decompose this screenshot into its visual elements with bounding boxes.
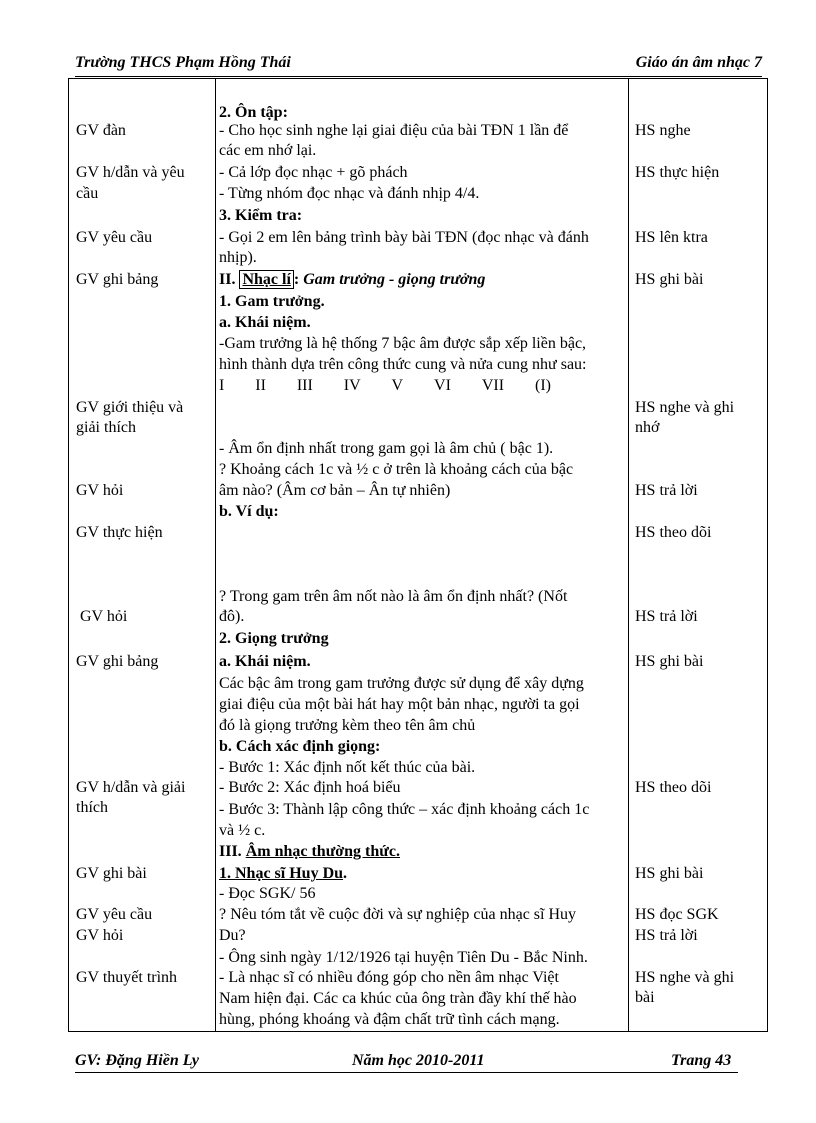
student-action: nhớ xyxy=(635,419,660,436)
degree-label: III xyxy=(296,377,313,394)
nhac-li-label: Nhạc lí xyxy=(239,270,293,289)
content-line: - Cả lớp đọc nhạc + gõ phách xyxy=(219,164,408,181)
page-header xyxy=(75,54,762,77)
teacher-action: GV đàn xyxy=(76,122,126,139)
subsection-nhac-si xyxy=(219,864,347,884)
content-line: Các bậc âm trong gam trưởng được sử dụng để xây dựng xyxy=(219,675,584,692)
degree-label: II xyxy=(255,377,266,394)
student-action: bài xyxy=(635,989,655,1006)
lesson-table xyxy=(68,78,768,1032)
section-am-nhac xyxy=(219,842,400,862)
content-line: - Là nhạc sĩ có nhiều đóng góp cho nền âm nhạc Việt xyxy=(219,969,559,986)
content-line: ? Trong gam trên âm nốt nào là âm ổn định nhất? (Nốt xyxy=(219,588,568,605)
am-nhac-title: Âm nhạc thường thức. xyxy=(245,843,400,860)
content-line: - Bước 2: Xác định hoá biểu xyxy=(219,779,401,796)
content-line: - Gọi 2 em lên bảng trình bày bài TĐN (đọc nhạc và đánh xyxy=(219,229,589,246)
student-action: HS lên ktra xyxy=(635,229,708,246)
teacher-action: GV ghi bảng xyxy=(76,271,159,288)
teacher-action: GV hỏi xyxy=(76,927,124,944)
content-line: - Cho học sinh nghe lại giai điệu của bài TĐN 1 lần để xyxy=(219,122,569,139)
student-action: HS đọc SGK xyxy=(635,906,719,923)
degree-label: IV xyxy=(343,377,361,394)
teacher-action: GV hỏi xyxy=(76,482,124,499)
teacher-action: GV thực hiện xyxy=(76,524,163,541)
teacher-action: GV ghi bài xyxy=(76,865,147,882)
teacher-action: GV ghi bảng xyxy=(76,653,159,670)
content-line: -Gam trưởng là hệ thống 7 bậc âm được sắp xếp liền bậc, xyxy=(219,335,587,352)
content-line: - Âm ổn định nhất trong gam gọi là âm chủ ( bậc 1). xyxy=(219,440,554,457)
item-cach-xac-dinh: b. Cách xác định giọng: xyxy=(219,738,381,755)
content-line: các em nhớ lại. xyxy=(219,142,317,159)
content-line: - Từng nhóm đọc nhạc và đánh nhịp 4/4. xyxy=(219,185,480,202)
colon: : xyxy=(293,271,300,288)
nhac-si-title: 1. Nhạc sĩ Huy Du xyxy=(219,865,344,882)
content-line: Du? xyxy=(219,927,246,944)
content-line: đó là giọng trưởng kèm theo tên âm chủ xyxy=(219,717,476,734)
content-line: âm nào? (Âm cơ bản – Ân tự nhiên) xyxy=(219,482,451,499)
column-divider-1 xyxy=(215,78,216,1032)
student-action: HS nghe và ghi xyxy=(635,399,735,416)
subsection-giong-truong: 2. Giọng trưởng xyxy=(219,630,329,647)
student-action: HS thực hiện xyxy=(635,164,720,181)
student-action: HS ghi bài xyxy=(635,271,704,288)
degree-label: (I) xyxy=(534,377,551,394)
section-number: III. xyxy=(219,843,246,860)
subject-title: Giáo án âm nhạc 7 xyxy=(635,54,762,71)
teacher-action: GV h/dẫn và giải xyxy=(76,779,186,796)
student-action: HS nghe và ghi xyxy=(635,969,735,986)
teacher-action: GV hỏi xyxy=(80,608,128,625)
teacher-action: GV giới thiệu và xyxy=(76,399,184,416)
item-khai-niem: a. Khái niệm. xyxy=(219,314,311,331)
content-line: - Bước 3: Thành lập công thức – xác định khoảng cách 1c xyxy=(219,801,590,818)
section-on-tap: 2. Ôn tập: xyxy=(219,104,288,121)
scale-degrees xyxy=(219,376,551,396)
footer-page-number: Trang 43 xyxy=(671,1052,732,1069)
student-action: HS ghi bài xyxy=(635,865,704,882)
school-name: Trường THCS Phạm Hồng Thái xyxy=(75,54,291,71)
footer-year: Năm học 2010-2011 xyxy=(352,1052,485,1069)
content-line: ? Khoảng cách 1c và ½ c ở trên là khoảng cách của bậc xyxy=(219,461,574,478)
degree-label: VI xyxy=(434,377,451,394)
content-line: - Đọc SGK/ 56 xyxy=(219,885,316,902)
student-action: HS nghe xyxy=(635,122,691,139)
content-line: đô). xyxy=(219,608,245,625)
section-nhac-li xyxy=(219,270,485,290)
content-line: Nam hiện đại. Các ca khúc của ông tràn đầy khí thế hào xyxy=(219,990,577,1007)
column-divider-2 xyxy=(628,78,629,1032)
period: . xyxy=(343,865,348,882)
degree-label: V xyxy=(391,377,404,394)
section-kiem-tra: 3. Kiểm tra: xyxy=(219,207,303,224)
footer-rule xyxy=(75,1072,738,1073)
teacher-action: giải thích xyxy=(76,419,136,436)
subsection-gam-truong: 1. Gam trưởng. xyxy=(219,293,325,310)
student-action: HS trả lời xyxy=(635,927,698,944)
item-khai-niem: a. Khái niệm. xyxy=(219,653,311,670)
content-line: hùng, phóng khoáng và đậm chất trữ tình cách mạng. xyxy=(219,1011,560,1028)
content-line: ? Nêu tóm tắt về cuộc đời và sự nghiệp của nhạc sĩ Huy xyxy=(219,906,577,923)
student-action: HS ghi bài xyxy=(635,653,704,670)
content-line: - Ông sinh ngày 1/12/1926 tại huyện Tiên Du - Bắc Ninh. xyxy=(219,949,588,966)
student-action: HS theo dõi xyxy=(635,779,712,796)
teacher-action: GV yêu cầu xyxy=(76,229,153,246)
content-line: - Bước 1: Xác định nốt kết thúc của bài. xyxy=(219,759,476,776)
item-vi-du: b. Ví dụ: xyxy=(219,503,279,520)
degree-label: I xyxy=(219,377,225,394)
student-action: HS theo dõi xyxy=(635,524,712,541)
teacher-action: GV yêu cầu xyxy=(76,906,153,923)
content-line: nhịp). xyxy=(219,249,257,266)
degree-label: VII xyxy=(481,377,505,394)
content-line: giai điệu của một bài hát hay một bản nhạc, người ta gọi xyxy=(219,696,580,713)
teacher-action: GV h/dẫn và yêu xyxy=(76,164,185,181)
section-number: II. xyxy=(219,271,240,288)
nhac-li-title: Gam trưởng - giọng trưởng xyxy=(299,271,486,288)
teacher-action: cầu xyxy=(76,185,99,202)
content-line: hình thành dựa trên công thức cung và nửa cung như sau: xyxy=(219,356,587,373)
teacher-action: thích xyxy=(76,799,108,816)
teacher-action: GV thuyết trình xyxy=(76,969,178,986)
content-line: và ½ c. xyxy=(219,822,266,839)
student-action: HS trả lời xyxy=(635,482,698,499)
student-action: HS trả lời xyxy=(635,608,698,625)
footer-teacher: GV: Đặng Hiền Ly xyxy=(75,1052,199,1069)
